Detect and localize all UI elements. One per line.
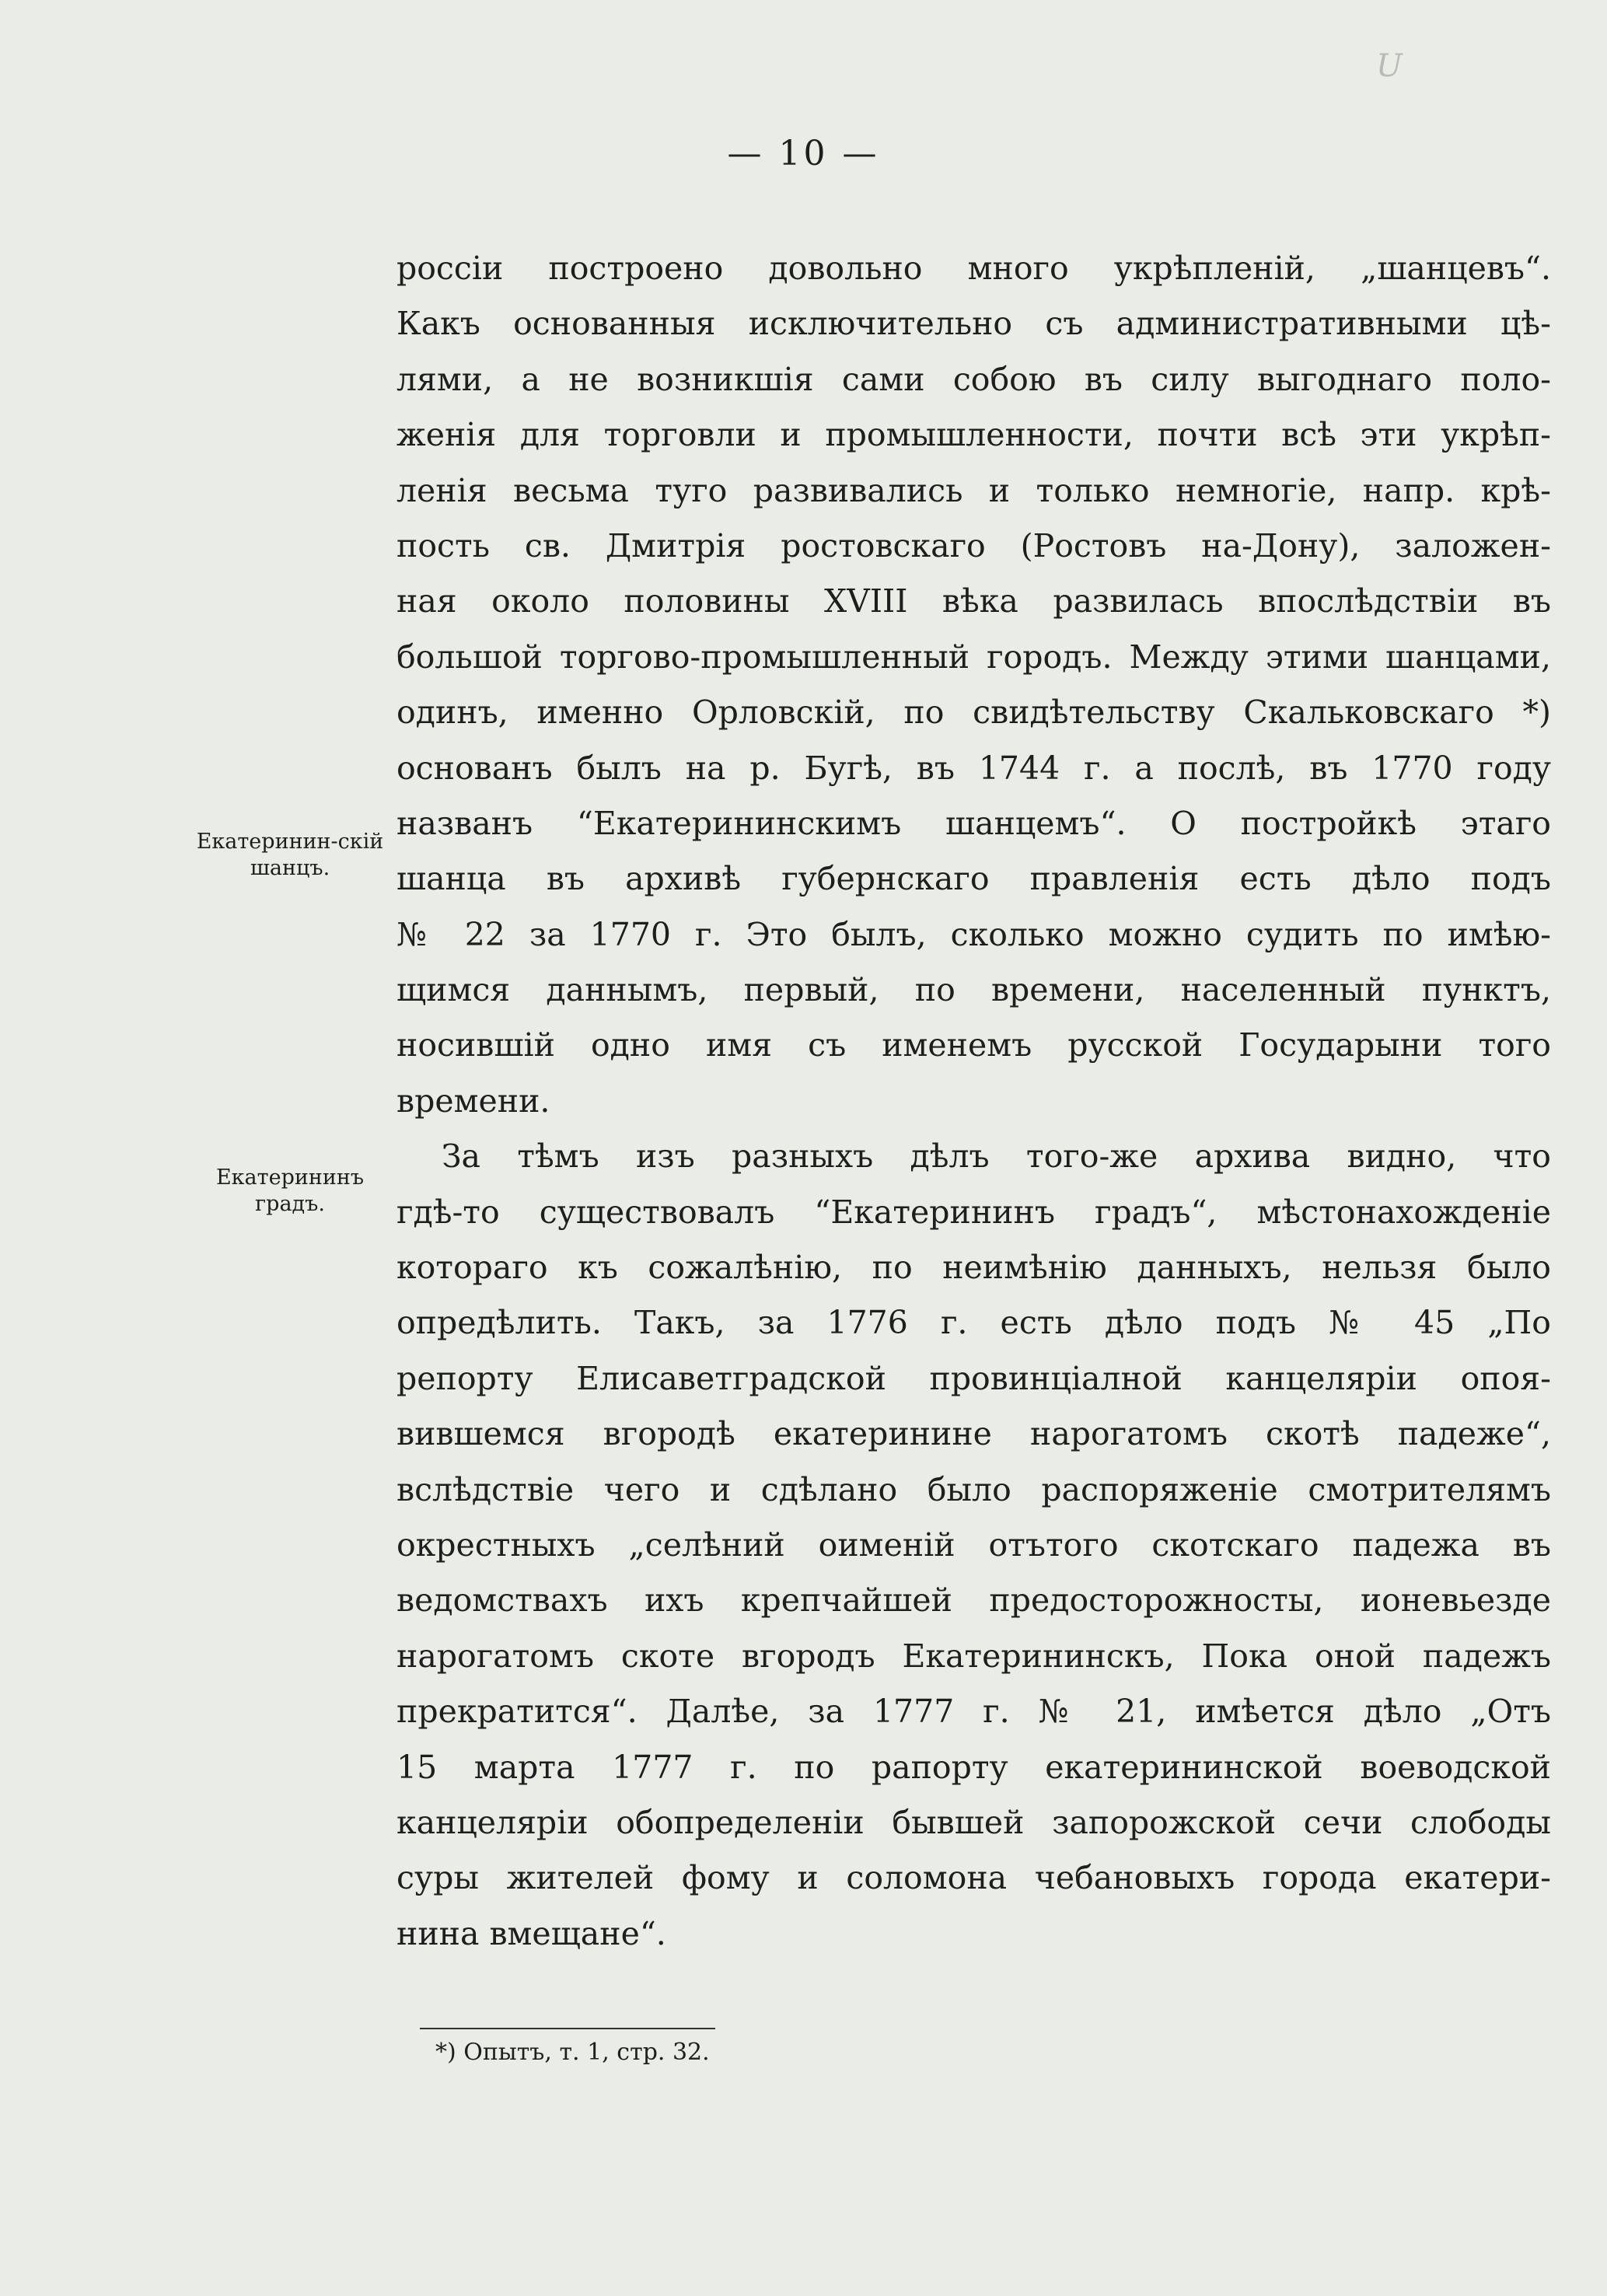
text-line: ная около половины XVIII вѣка развилась впослѣдствіи въ — [397, 582, 1551, 620]
text-line: нарогатомъ скоте вгородъ Екатерининскъ, Пока оной падежъ — [397, 1637, 1551, 1675]
text-line: № 22 за 1770 г. Это былъ, сколько можно судить по имѣю- — [397, 915, 1551, 953]
text-line: времени. — [397, 1082, 550, 1120]
text-line: 15 марта 1777 г. по рапорту екатерининской воеводской — [397, 1748, 1551, 1786]
text-line: окрестныхъ „селѣний оименій отътого скотскаго падежа въ — [397, 1525, 1551, 1564]
text-line: За тѣмъ изъ разныхъ дѣлъ того-же архива видно, что — [442, 1138, 1551, 1176]
text-line: канцеляріи обопределеніи бывшей запорожской сечи слободы — [397, 1803, 1551, 1841]
text-line: нина вмещане“. — [397, 1914, 666, 1952]
pencil-mark: U — [1376, 48, 1403, 84]
footnote-divider — [420, 2028, 715, 2029]
text-line: женія для торговли и промышленности, почти всѣ эти укрѣп- — [397, 416, 1551, 454]
page-number: — 10 — — [727, 134, 880, 173]
text-line: прекратится“. Далѣе, за 1777 г. № 21, имѣется дѣло „Отъ — [397, 1693, 1551, 1731]
text-line: вслѣдствіе чего и сдѣлано было распоряженіе смотрителямъ — [397, 1470, 1551, 1508]
text-line: лями, а не возникшія сами собою въ силу выгоднаго поло- — [397, 360, 1551, 398]
text-line: пость св. Дмитрія ростовскаго (Ростовъ на-Дону), заложен- — [397, 526, 1551, 564]
text-line: суры жителей фому и соломона чебановыхъ города екатери- — [397, 1859, 1551, 1897]
text-line: шанца въ архивѣ губернскаго правленія есть дѣло подъ — [397, 860, 1551, 898]
text-line: опредѣлить. Такъ, за 1776 г. есть дѣло подъ № 45 „По — [397, 1304, 1551, 1342]
text-line: россіи построено довольно много укрѣпленій, „шанцевъ“. — [397, 250, 1551, 287]
text-line: щимся даннымъ, первый, по времени, населенный пунктъ, — [397, 971, 1551, 1009]
text-line: котораго къ сожалѣнію, по неимѣнію данныхъ, нельзя было — [397, 1249, 1551, 1287]
body-text — [397, 241, 1551, 1962]
text-line: большой торгово-промышленный городъ. Между этими шанцами, — [397, 638, 1551, 676]
margin-note-grad: Екатерининъ градъ. — [215, 1165, 365, 1216]
footnote: *) Опытъ, т. 1, стр. 32. — [435, 2039, 710, 2066]
text-line: ведомствахъ ихъ крепчайшей предосторожносты, ионевьезде — [397, 1581, 1551, 1620]
text-line: одинъ, именно Орловскій, по свидѣтельству Скальковскаго *) — [397, 694, 1551, 732]
text-line: ленія весьма туго развивались и только немногіе, напр. крѣ- — [397, 471, 1551, 509]
margin-note-shanets: Екатеринин-скій шанцъ. — [196, 830, 384, 880]
text-line: Какъ основанныя исключительно съ административными цѣ- — [397, 305, 1551, 343]
text-line: названъ “Екатерининскимъ шанцемъ“. О постройкѣ этаго — [397, 804, 1551, 842]
text-line: вившемся вгородѣ екатеринине нарогатомъ скотѣ падеже“, — [397, 1415, 1551, 1453]
text-line: основанъ былъ на р. Бугѣ, въ 1744 г. а послѣ, въ 1770 году — [397, 749, 1551, 787]
text-line: репорту Елисаветградской провинціалной канцеляріи опоя- — [397, 1359, 1551, 1397]
text-line: носившій одно имя съ именемъ русской Государыни того — [397, 1026, 1551, 1064]
text-line: гдѣ-то существовалъ “Екатерининъ градъ“, мѣстонахожденіе — [397, 1193, 1551, 1231]
